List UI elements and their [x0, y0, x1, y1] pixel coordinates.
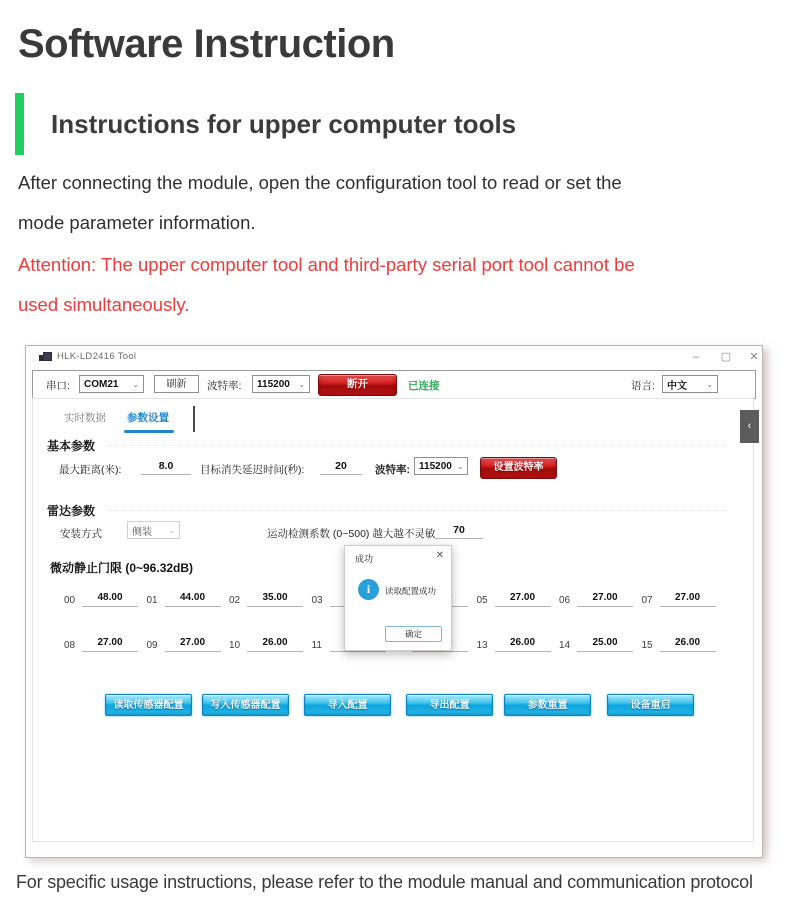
- app-window: [25, 345, 763, 858]
- read-sensor-config-button[interactable]: 读取传感器配置: [105, 694, 192, 716]
- section-heading: Instructions for upper computer tools: [51, 108, 517, 139]
- page-title: Software Instruction: [18, 22, 395, 66]
- window-titlebar: [26, 346, 762, 369]
- threshold-cell: [147, 591, 230, 607]
- cell-value-input[interactable]: 27.00: [495, 591, 551, 607]
- max-distance-label: 最大距离(米):: [59, 464, 122, 476]
- import-config-button[interactable]: 导入配置: [304, 694, 391, 716]
- active-tab-underline: [124, 430, 174, 433]
- threshold-cell: [559, 591, 642, 607]
- dialog-close-icon[interactable]: ✕: [435, 550, 444, 561]
- threshold-cell: [64, 636, 147, 652]
- restart-device-button[interactable]: 设备重启: [607, 694, 694, 716]
- attention-line-2: used simultaneously.: [18, 294, 190, 315]
- baud-value-2: 115200: [419, 460, 452, 472]
- tab-parameter-settings[interactable]: 参数设置: [127, 412, 169, 424]
- cell-index: 07: [641, 595, 653, 606]
- threshold-cell: [229, 591, 312, 607]
- cell-index: 00: [64, 595, 76, 606]
- threshold-cell: [477, 636, 560, 652]
- delay-label: 目标消失延迟时间(秒):: [200, 464, 305, 476]
- threshold-cell: [559, 636, 642, 652]
- cell-index: 09: [146, 640, 158, 651]
- radar-params-heading: 雷达参数: [47, 504, 96, 518]
- intro-line-2: mode parameter information.: [18, 212, 256, 233]
- language-value: 中文: [667, 380, 687, 392]
- threshold-cell: [477, 591, 560, 607]
- baud-select-2[interactable]: [414, 457, 468, 475]
- install-mode-value: 侧装: [132, 526, 152, 538]
- port-select[interactable]: [79, 375, 144, 393]
- baud-label-2: 波特率:: [375, 464, 410, 476]
- section-heading-block: [15, 93, 516, 155]
- intro-line-1: After connecting the module, open the configuration tool to read or set the: [18, 172, 622, 193]
- cell-value-input[interactable]: 26.00: [495, 636, 551, 652]
- baud-select[interactable]: [252, 375, 310, 393]
- install-mode-label: 安装方式: [60, 528, 102, 540]
- tab-divider: [193, 406, 195, 432]
- chevron-down-icon: ⌄: [132, 379, 139, 389]
- footer-note: For specific usage instructions, please refer to the module manual and communication protocol: [16, 872, 753, 892]
- cell-value-input[interactable]: 27.00: [82, 636, 138, 652]
- baud-value: 115200: [257, 378, 290, 390]
- basic-params-heading: 基本参数: [47, 439, 96, 453]
- collapse-panel-button[interactable]: ‹: [740, 410, 759, 443]
- cell-value-input[interactable]: 35.00: [247, 591, 303, 607]
- chevron-down-icon: ⌄: [168, 525, 175, 535]
- threshold-cell: [642, 591, 725, 607]
- chevron-down-icon: ⌄: [456, 461, 464, 471]
- port-label: 串口:: [46, 380, 70, 392]
- port-value: COM21: [84, 378, 119, 390]
- attention-paragraph: [18, 245, 758, 325]
- connection-status: 已连接: [408, 380, 440, 392]
- maximize-button[interactable]: ▢: [720, 351, 732, 363]
- cell-value-input[interactable]: 48.00: [82, 591, 138, 607]
- divider: [108, 445, 728, 446]
- disconnect-button[interactable]: 断开: [318, 374, 397, 396]
- cell-index: 01: [146, 595, 158, 606]
- green-accent-bar: [15, 93, 24, 155]
- cell-value-input[interactable]: 27.00: [165, 636, 221, 652]
- dialog-message: 读取配置成功: [385, 586, 437, 596]
- cell-index: 08: [64, 640, 76, 651]
- threshold-cell: [147, 636, 230, 652]
- install-mode-select[interactable]: [127, 521, 180, 539]
- cell-index: 15: [641, 640, 653, 651]
- delay-input[interactable]: 20: [320, 459, 362, 475]
- language-label: 语言:: [631, 380, 655, 392]
- cell-index: 02: [229, 595, 241, 606]
- settings-panel: [32, 398, 754, 842]
- dialog-title: 成功: [355, 554, 374, 564]
- dialog-ok-button[interactable]: 确定: [385, 626, 442, 642]
- cell-index: 05: [476, 595, 488, 606]
- set-baud-button[interactable]: 设置波特率: [480, 457, 557, 479]
- reset-params-button[interactable]: 参数重置: [504, 694, 591, 716]
- attention-line-1: Attention: The upper computer tool and third-party serial port tool cannot be: [18, 254, 635, 275]
- minimize-button[interactable]: –: [692, 351, 700, 363]
- app-icon: [39, 352, 50, 363]
- threshold-cell: [642, 636, 725, 652]
- cell-index: 13: [476, 640, 488, 651]
- threshold-cell: [64, 591, 147, 607]
- cell-value-input[interactable]: 26.00: [247, 636, 303, 652]
- language-select[interactable]: [662, 375, 718, 393]
- connection-toolbar: [32, 370, 756, 399]
- cell-index: 11: [311, 640, 322, 651]
- cell-value-input[interactable]: 27.00: [660, 591, 716, 607]
- threshold-heading: 微动静止门限 (0~96.32dB): [50, 561, 194, 575]
- export-config-button[interactable]: 导出配置: [406, 694, 493, 716]
- cell-index: 10: [229, 640, 241, 651]
- info-icon: i: [358, 579, 379, 600]
- tab-realtime-data[interactable]: 实时数据: [64, 412, 106, 424]
- intro-paragraph: [18, 163, 758, 243]
- success-dialog: [344, 545, 452, 651]
- cell-index: 03: [311, 595, 323, 606]
- cell-value-input[interactable]: 25.00: [577, 636, 633, 652]
- cell-index: 14: [559, 640, 571, 651]
- motion-coef-label: 运动检测系数 (0~500) 越大越不灵敏: [267, 528, 436, 540]
- refresh-button[interactable]: 刷新: [154, 375, 199, 393]
- cell-index: 06: [559, 595, 571, 606]
- chevron-down-icon: ⌄: [706, 379, 713, 389]
- motion-coef-input[interactable]: 70: [435, 523, 483, 539]
- cell-value-input[interactable]: 27.00: [577, 591, 633, 607]
- max-distance-input[interactable]: 8.0: [141, 459, 191, 475]
- write-sensor-config-button[interactable]: 写入传感器配置: [202, 694, 289, 716]
- threshold-cell: [229, 636, 312, 652]
- cell-value-input[interactable]: 44.00: [165, 591, 221, 607]
- chevron-down-icon: ⌄: [298, 379, 305, 389]
- cell-value-input[interactable]: 26.00: [660, 636, 716, 652]
- divider: [108, 510, 728, 511]
- baud-label: 波特率:: [207, 380, 242, 392]
- window-title: HLK-LD2416 Tool: [57, 351, 137, 362]
- close-button[interactable]: ✕: [749, 351, 759, 363]
